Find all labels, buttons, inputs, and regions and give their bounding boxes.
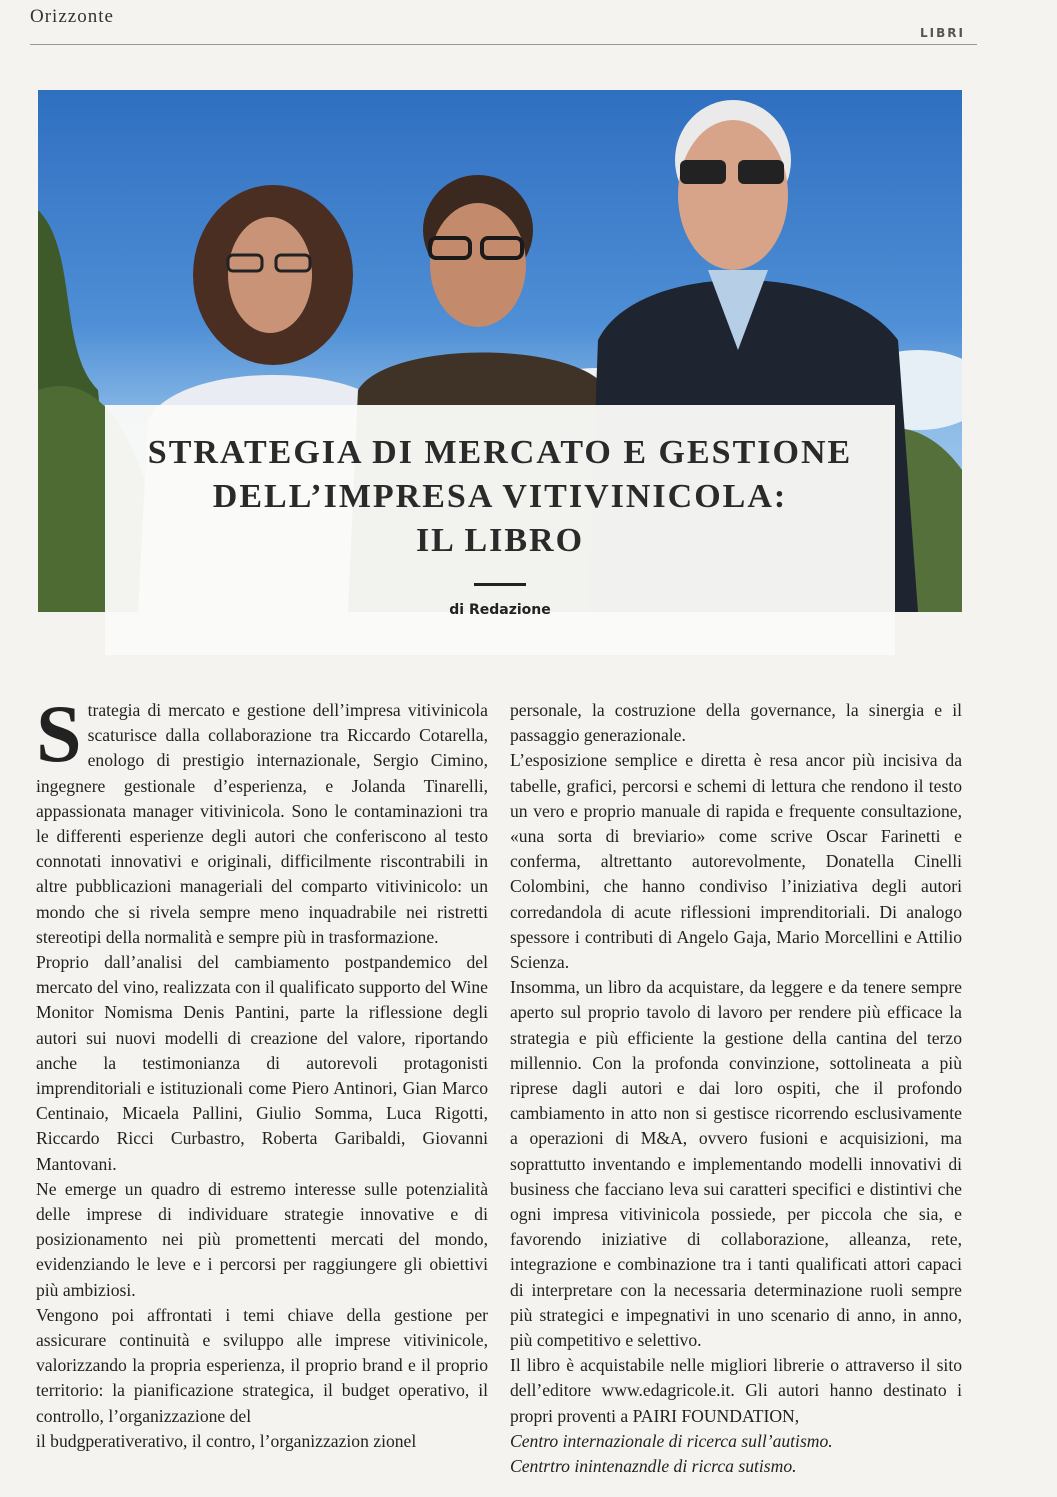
- paragraph: Proprio dall’analisi del cambiamento postpandemico del mercato del vino, realizzata con il qualificato supporto del Wine Monitor Nomisma Denis Pantini, parte la riflessione degli autori sui nuovi modelli di creazione del valore, riportando anche la testimonianza di autorevoli protagonisti imprenditoriali e istituzionali come Piero Antinori, Gian Marco Centinaio, Micaela Pallini, Giulio Somma, Luca Rigotti, Riccardo Ricci Curbastro, Roberta Garibaldi, Giovanni Mantovani.: [36, 952, 488, 1174]
- title-line: IL LIBRO: [415, 522, 585, 559]
- paragraph-text: trategia di mercato e gestione dell’impresa vitivinicola scaturisce dalla collaborazione tra Riccardo Cotarella, enologo di prestigio internazionale, Sergio Cimino, ingegnere gestionale d’esperienza, e Jolanda Tinarelli, appassionata manager vitivinicola. Sono le contaminazioni tra le differenti esperienze degli autori che conferiscono al testo connotati innovativi e originali, difficilmente riscontrabili in altre pubblicazioni manageriali del comparto vitivinicolo: un mondo che si rivela sempre meno inquadrabile nei ristretti stereotipi della normalità e sempre più in trasformazione.: [36, 700, 488, 947]
- paragraph: Vengono poi affrontati i temi chiave della gestione per assicurare continuità e sviluppo alle imprese vitivinicole, valorizzando la propria esperienza, il proprio brand e il proprio territorio: la pianificazione strategica, il budget operativo, il controllo, l’organizzazione del: [36, 1304, 488, 1426]
- masthead: Orizzonte: [30, 6, 114, 27]
- drop-cap: S: [36, 688, 82, 779]
- byline: di Redazione: [449, 602, 551, 618]
- title-rule: [474, 583, 526, 586]
- paragraph: L’esposizione semplice e diretta è resa ancor più incisiva da tabelle, grafici, percorsi e schemi di lettura che rendono il testo un vero e proprio manuale di rapida e frequente consultazione, «una sorta di breviario» come scrive Oscar Farinetti e conferma, altrettanto autorevolmente, Donatella Cinelli Colombini, che hanno condiviso l’iniziativa degli autori corredandola di acute riflessioni imprenditoriali. Di analogo spessore i contributi di Angelo Gaja, Mario Morcellini e Attilio Scienza.: [510, 750, 962, 973]
- paragraph: Insomma, un libro da acquistare, da leggere e da tenere sempre aperto sul proprio tavolo di lavoro per rendere più efficace la strategia e più efficiente la gestione della cantina del terzo millennio. Con la profonda convinzione, sottolineata a più riprese dagli autori e dai loro ospiti, che il profondo cambiamento in atto non si gestisce ricorrendo esclusivamente a operazioni di M&A, ovvero fusioni e acquisizioni, ma soprattutto inventando e implementando modelli innovativi di business che facciano leva sui caratteri specifici e distintivi che ogni impresa vitivinicola possiede, per piccola che sia, e favorendo iniziative di collaborazione, alleanza, rete, integrazione e combinazione tra i tanti qualificati attori capaci di interpretare con la necessaria determinazione ruoli sempre più strategici e impegnativi in uno scenario di anno, in anno, più competitivo e selettivo.: [510, 977, 962, 1351]
- title-line: DELL’IMPRESA VITIVINICOLA:: [212, 478, 788, 515]
- header-rule: [30, 44, 977, 45]
- title-box: [105, 405, 895, 655]
- column-left: [36, 688, 488, 1454]
- paragraph: [36, 688, 488, 950]
- caption-line: Centrtro inintenazndle di ricrca sutismo.: [510, 1456, 797, 1477]
- paragraph: Ne emerge un quadro di estremo interesse sulle potenzialità delle imprese di individuare strategie innovative e di posizionamento nei più promettenti mercati del mondo, evidenziando le leve e i percorsi per raggiungere gli obiettivi più ambiziosi.: [36, 1178, 488, 1300]
- column-right: [510, 698, 962, 1479]
- paragraph: Il libro è acquistabile nelle migliori librerie o attraverso il sito dell’editore www.edagricole.it. Gli autori hanno destinato i propri proventi a PAIRI FOUNDATION,: [510, 1355, 962, 1426]
- section-label: LIBRI: [920, 26, 965, 40]
- paragraph: il budgperativerativo, il contro, l’organizzazion zionel: [36, 1430, 417, 1451]
- caption-line: Centro internazionale di ricerca sull’autismo.: [510, 1430, 833, 1451]
- article-title: [105, 405, 895, 563]
- title-line: STRATEGIA DI MERCATO E GESTIONE: [147, 434, 853, 471]
- paragraph: personale, la costruzione della governance, la sinergia e il passaggio generazionale.: [510, 700, 962, 746]
